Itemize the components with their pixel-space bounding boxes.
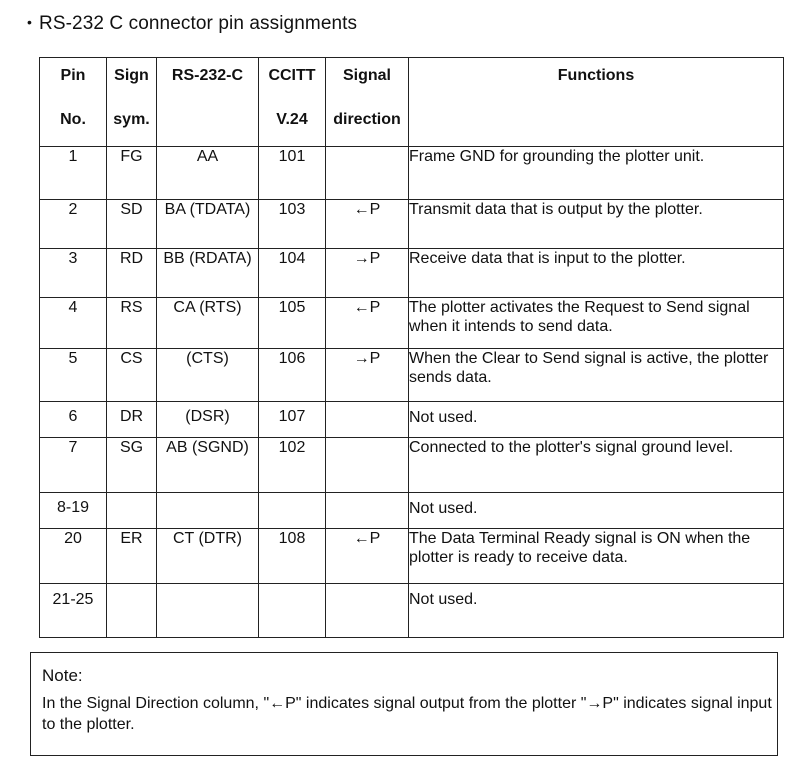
cell-pin: 3 <box>40 249 107 298</box>
cell-signal-symbol: SG <box>107 438 157 493</box>
note-title: Note: <box>42 666 83 685</box>
cell-function: When the Clear to Send signal is active, the plotter sends data. <box>409 349 784 402</box>
cell-rs232: CT (DTR) <box>157 529 259 584</box>
column-header-direction: Signal direction <box>326 58 409 147</box>
section-heading <box>27 13 357 35</box>
table-row <box>40 584 784 638</box>
table-row <box>40 200 784 249</box>
cell-pin: 7 <box>40 438 107 493</box>
cell-ccitt: 101 <box>259 147 326 200</box>
cell-direction <box>326 584 409 638</box>
cell-rs232 <box>157 493 259 529</box>
cell-function: Not used. <box>409 584 784 638</box>
cell-signal-symbol: RD <box>107 249 157 298</box>
cell-rs232: AB (SGND) <box>157 438 259 493</box>
table-row <box>40 349 784 402</box>
cell-function: Receive data that is input to the plotter. <box>409 249 784 298</box>
cell-pin: 6 <box>40 402 107 438</box>
cell-ccitt: 105 <box>259 298 326 349</box>
cell-signal-symbol: FG <box>107 147 157 200</box>
cell-pin: 1 <box>40 147 107 200</box>
cell-rs232: (CTS) <box>157 349 259 402</box>
table-row <box>40 147 784 200</box>
pin-assignment-table <box>39 57 784 638</box>
cell-rs232: AA <box>157 147 259 200</box>
cell-signal-symbol: RS <box>107 298 157 349</box>
cell-direction: ←P <box>326 298 409 349</box>
cell-ccitt: 103 <box>259 200 326 249</box>
cell-ccitt: 106 <box>259 349 326 402</box>
table-row <box>40 529 784 584</box>
cell-direction: →P <box>326 249 409 298</box>
cell-pin: 2 <box>40 200 107 249</box>
cell-function: The Data Terminal Ready signal is ON when the plotter is ready to receive data. <box>409 529 784 584</box>
table-header-row <box>40 58 784 147</box>
table-row <box>40 298 784 349</box>
table-row <box>40 402 784 438</box>
cell-pin: 4 <box>40 298 107 349</box>
cell-rs232: BB (RDATA) <box>157 249 259 298</box>
cell-signal-symbol: DR <box>107 402 157 438</box>
cell-ccitt <box>259 584 326 638</box>
cell-signal-symbol: SD <box>107 200 157 249</box>
column-header-ccitt: CCITT V.24 <box>259 58 326 147</box>
cell-function: Connected to the plotter's signal ground level. <box>409 438 784 493</box>
bullet-icon: • <box>27 14 33 30</box>
cell-direction: ←P <box>326 200 409 249</box>
column-header-functions: Functions <box>409 58 784 147</box>
table-row <box>40 249 784 298</box>
cell-function: Transmit data that is output by the plotter. <box>409 200 784 249</box>
cell-signal-symbol: ER <box>107 529 157 584</box>
cell-rs232: CA (RTS) <box>157 298 259 349</box>
cell-direction: →P <box>326 349 409 402</box>
note-body: In the Signal Direction column, "←P" indicates signal output from the plotter "→P" indicates signal input to the plotter. <box>42 695 772 733</box>
cell-direction <box>326 147 409 200</box>
cell-function: Not used. <box>409 493 784 529</box>
cell-direction <box>326 438 409 493</box>
cell-direction: ←P <box>326 529 409 584</box>
column-header-pin: Pin No. <box>40 58 107 147</box>
cell-rs232 <box>157 584 259 638</box>
cell-rs232: BA (TDATA) <box>157 200 259 249</box>
table-row <box>40 438 784 493</box>
column-header-sign: Sign sym. <box>107 58 157 147</box>
cell-signal-symbol <box>107 493 157 529</box>
cell-ccitt: 104 <box>259 249 326 298</box>
cell-rs232: (DSR) <box>157 402 259 438</box>
cell-function: Not used. <box>409 402 784 438</box>
cell-signal-symbol: CS <box>107 349 157 402</box>
cell-direction <box>326 493 409 529</box>
cell-ccitt: 107 <box>259 402 326 438</box>
column-header-rs232: RS-232-C <box>157 58 259 147</box>
cell-pin: 8-19 <box>40 493 107 529</box>
cell-direction <box>326 402 409 438</box>
cell-pin: 21-25 <box>40 584 107 638</box>
table-row <box>40 493 784 529</box>
cell-signal-symbol <box>107 584 157 638</box>
cell-pin: 5 <box>40 349 107 402</box>
cell-ccitt <box>259 493 326 529</box>
note-box <box>30 652 778 756</box>
cell-function: The plotter activates the Request to Send signal when it intends to send data. <box>409 298 784 349</box>
cell-pin: 20 <box>40 529 107 584</box>
cell-ccitt: 102 <box>259 438 326 493</box>
cell-ccitt: 108 <box>259 529 326 584</box>
cell-function: Frame GND for grounding the plotter unit. <box>409 147 784 200</box>
heading-text: RS-232 C connector pin assignments <box>39 13 358 34</box>
